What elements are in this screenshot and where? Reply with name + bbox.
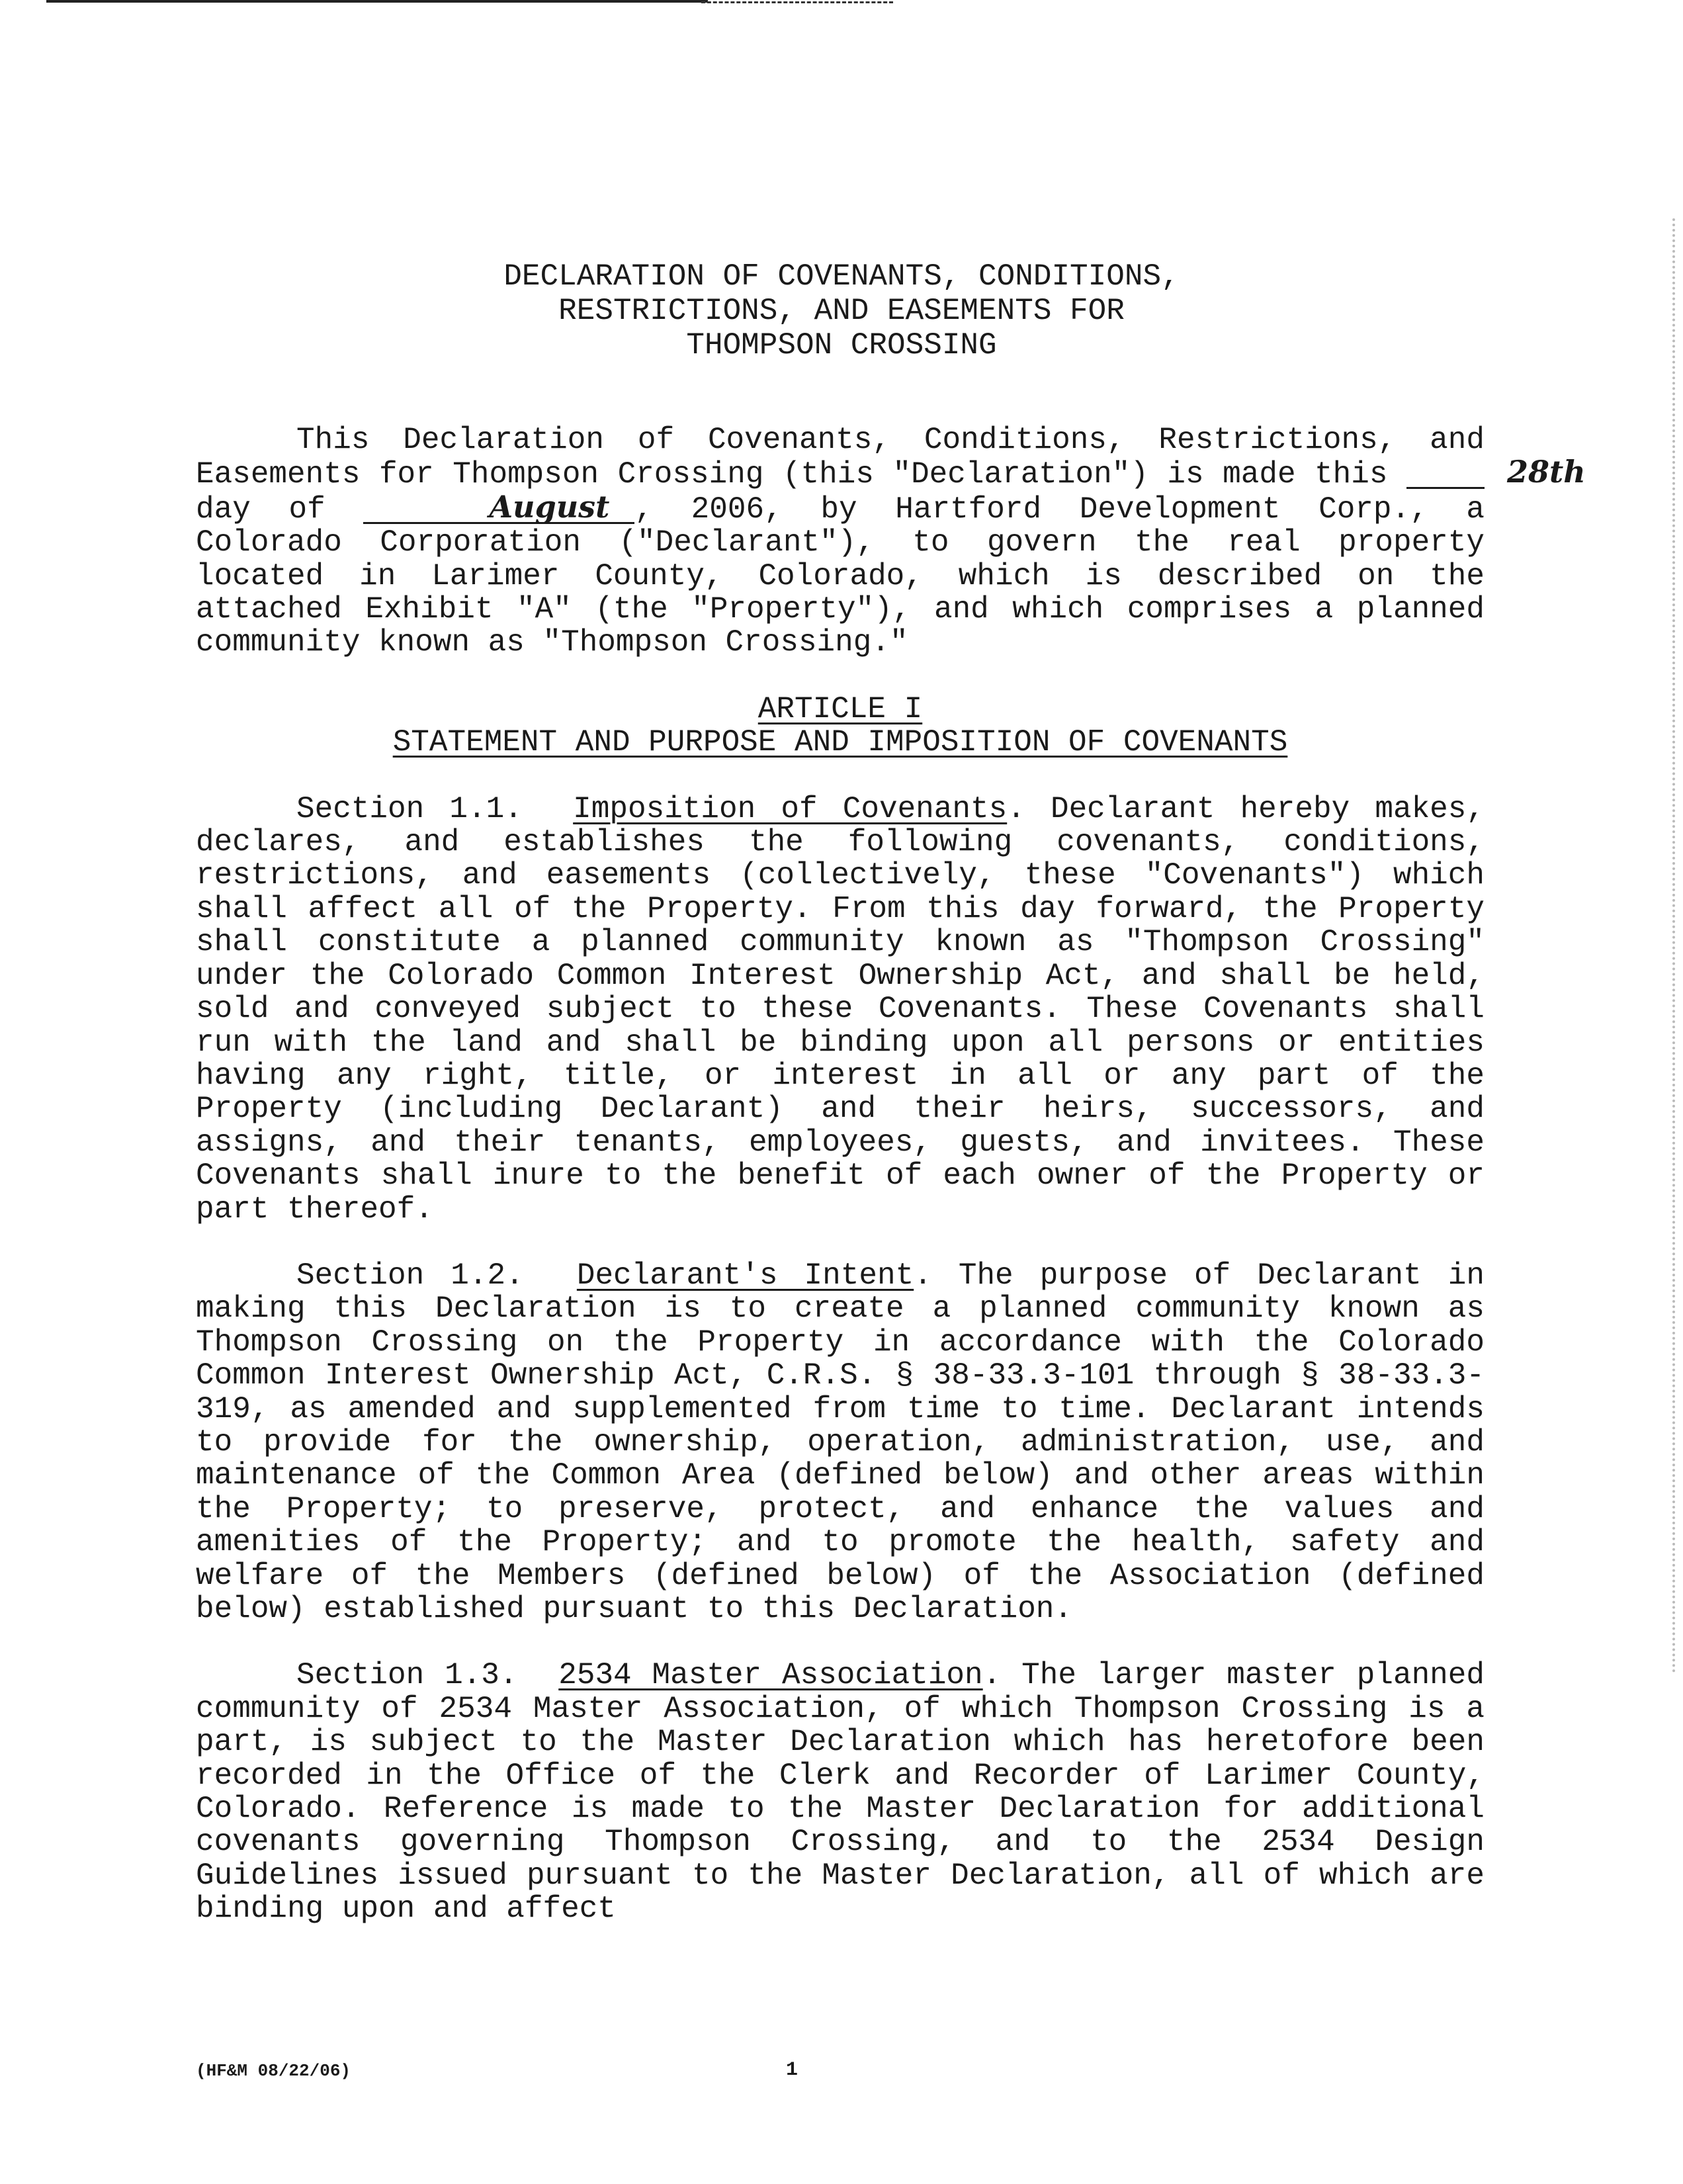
intro-text-2: day of <box>196 492 364 527</box>
handwritten-month: August <box>363 492 634 524</box>
scan-artifact-dashes <box>701 1 893 3</box>
title-line-1: DECLARATION OF COVENANTS, CONDITIONS, <box>503 259 1180 294</box>
scan-artifact-line <box>46 0 708 3</box>
scan-margin-noise <box>1668 218 1675 1674</box>
section-1-1 <box>196 793 1485 1226</box>
section-text: . The purpose of Declarant in making this Declaration is to create a planned community known as Thompson Crossing on the Property in accordance with the Colorado Common Interest Ownership Act, C.R.S. § 38-33.3-101 through § 38-33.3-319, as amended and supplemented from time to time. Declarant intends to provide for the ownership, operation, administration, use, and maintenance of the Common Area (defined below) and other areas within the Property; to preserve, protect, and enhance the values and amenities of the Property; and to promote the health, safety and welfare of the Members (defined below) of the Association (defined below) established pursuant to this Declaration. <box>196 1258 1485 1626</box>
section-number: Section 1.3. <box>296 1658 518 1693</box>
title-line-3: THOMPSON CROSSING <box>686 328 997 363</box>
section-text: . The larger master planned community of 2534 Master Association, of which Thompson Crossing is a part, is subject to the Master Declaration which has heretofore been recorded in the Office of the Clerk and Recorder of Larimer County, Colorado. Reference is made to the Master Declaration for additional covenants governing Thompson Crossing, and to the 2534 Design Guidelines issued pursuant to the Master Declaration, all of which are binding upon and affect <box>196 1658 1485 1927</box>
section-1-2 <box>196 1259 1485 1626</box>
footer-reference: (HF&M 08/22/06) <box>196 2061 351 2081</box>
intro-paragraph <box>196 423 1586 660</box>
section-text: . Declarant hereby makes, declares, and establishes the following covenants, conditions, restrictions, and easements (collectively, these "Covenants") which shall affect all of the Property. From this day forward, the Property shall constitute a planned community known as "Thompson Crossing" under the Colorado Common Interest Ownership Act, and shall be held, sold and conveyed subject to these Covenants. These Covenants shall run with the land and shall be binding upon all persons or entities having any right, title, or interest in all or any part of the Property (including Declarant) and their heirs, successors, and assigns, and their tenants, employees, guests, and invitees. These Covenants shall inure to the benefit of each owner of the Property or part thereof. <box>196 791 1485 1227</box>
section-title: Imposition of Covenants <box>573 791 1008 826</box>
title-line-2: RESTRICTIONS, AND EASEMENTS FOR <box>558 294 1125 328</box>
section-number: Section 1.1. <box>296 791 523 826</box>
handwritten-day: 28th <box>1406 457 1485 489</box>
article-heading <box>196 693 1485 760</box>
article-number: ARTICLE I <box>757 691 923 726</box>
intro-text-3: , 2006, by Hartford Development Corp., a Colorado Corporation ("Declarant"), to govern the real property located in Larimer County, Colorado, which is described on the attached Exhibit "A" (the "Property"), and which comprises a planned community known as "Thompson Crossing." <box>196 492 1485 660</box>
section-number: Section 1.2. <box>296 1258 524 1293</box>
article-title: STATEMENT AND PURPOSE AND IMPOSITION OF COVENANTS <box>392 725 1288 760</box>
document-title <box>0 259 1683 363</box>
page-number: 1 <box>786 2059 798 2081</box>
section-title: 2534 Master Association <box>558 1658 983 1693</box>
section-1-3 <box>196 1659 1485 1925</box>
section-title: Declarant's Intent <box>576 1258 914 1293</box>
intro-text-1: This Declaration of Covenants, Conditions, Restrictions, and Easements for Thompson Crossing (this "Declaration") is made this <box>196 423 1485 492</box>
document-body <box>196 423 1586 1959</box>
